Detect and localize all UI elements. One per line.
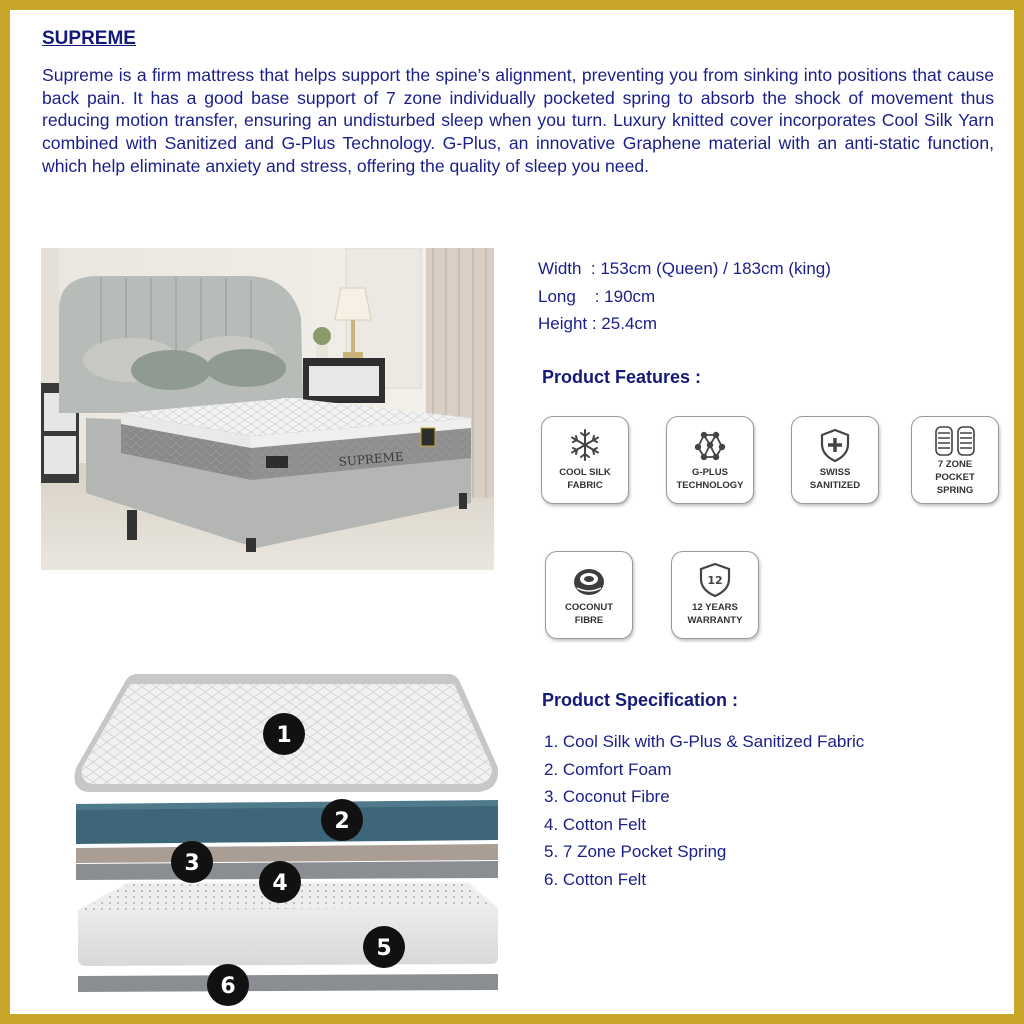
layer-cotton-felt-bottom: [78, 974, 498, 992]
layer-marker-5: [363, 926, 405, 968]
coconut-icon: [571, 562, 607, 598]
dimension-width: Width : 153cm (Queen) / 183cm (king): [538, 259, 831, 278]
layer-marker-6: [207, 964, 249, 1006]
warranty-shield-icon: [697, 562, 733, 598]
feature-cool-silk: [541, 416, 629, 504]
spec-item: 1. Cool Silk with G-Plus & Sanitized Fabric: [544, 732, 865, 751]
mattress-brand-label: SUPREME: [338, 449, 405, 469]
specification-list: [544, 728, 864, 893]
bedroom-photo: [41, 248, 494, 570]
layer-coconut-fibre: [76, 844, 498, 863]
feature-label: SWISS SANITIZED: [809, 467, 861, 491]
feature-label: COCONUT FIBRE: [564, 602, 614, 626]
dimension-height: Height : 25.4cm: [538, 314, 658, 333]
feature-coconut-fibre: [545, 551, 633, 639]
feature-g-plus: [666, 416, 754, 504]
shield-plus-icon: [817, 427, 853, 463]
svg-text:3: 3: [184, 851, 200, 876]
snowflake-icon: [567, 427, 603, 463]
svg-text:1: 1: [276, 723, 292, 748]
spec-item: 3. Coconut Fibre: [544, 787, 670, 806]
feature-label: G-PLUS TECHNOLOGY: [676, 467, 744, 491]
warranty-badge: 12: [707, 574, 723, 587]
mattress-layers-diagram: [58, 672, 498, 1007]
spec-item: 2. Comfort Foam: [544, 759, 672, 779]
pillow: [131, 350, 211, 390]
layer-marker-2: [321, 799, 363, 841]
layer-marker-3: [171, 841, 213, 883]
spring-icon: [932, 425, 978, 457]
layer-marker-4: [259, 861, 301, 903]
spec-item: 6. Cotton Felt: [544, 869, 647, 889]
layer-marker-1: [263, 713, 305, 755]
graphene-icon: [690, 427, 730, 463]
specification-title: Product Specification :: [542, 690, 739, 710]
features-title: Product Features :: [542, 367, 702, 387]
feature-label: 7 ZONE POCKET SPRING: [935, 459, 975, 496]
spec-item: 4. Cotton Felt: [544, 814, 647, 834]
feature-label: 12 YEARS WARRANTY: [687, 602, 743, 626]
product-description: Supreme is a firm mattress that helps support the spine’s alignment, preventing you from sinking into positions that cause back pain. It has a good base support of 7 zone individually pocketed spring to absorb the shock of movement thus reducing motion transfer, ensuring an undisturbed sleep when you turn. Luxury knitted cover incorporates Cool Silk Yarn combined with Sanitized and G-Plus Technology. G-Plus, an innovative Graphene material with an anti-static function, which help eliminate anxiety and stress, offering the quality of sleep you need.: [42, 65, 994, 176]
feature-label: COOL SILK FABRIC: [559, 467, 611, 491]
spec-item: 5. 7 Zone Pocket Spring: [544, 842, 727, 861]
feature-swiss-sanitized: [791, 416, 879, 504]
feature-warranty: [671, 551, 759, 639]
dimension-long: Long : 190cm: [538, 286, 656, 306]
product-title: SUPREME: [42, 28, 136, 49]
dimensions: [538, 255, 831, 338]
product-sheet: [10, 10, 1014, 1014]
feature-pocket-spring: [911, 416, 999, 504]
svg-text:5: 5: [376, 936, 392, 961]
svg-text:4: 4: [272, 871, 288, 896]
svg-text:2: 2: [334, 809, 350, 834]
svg-text:6: 6: [220, 974, 236, 999]
lamp-shade: [335, 288, 371, 320]
